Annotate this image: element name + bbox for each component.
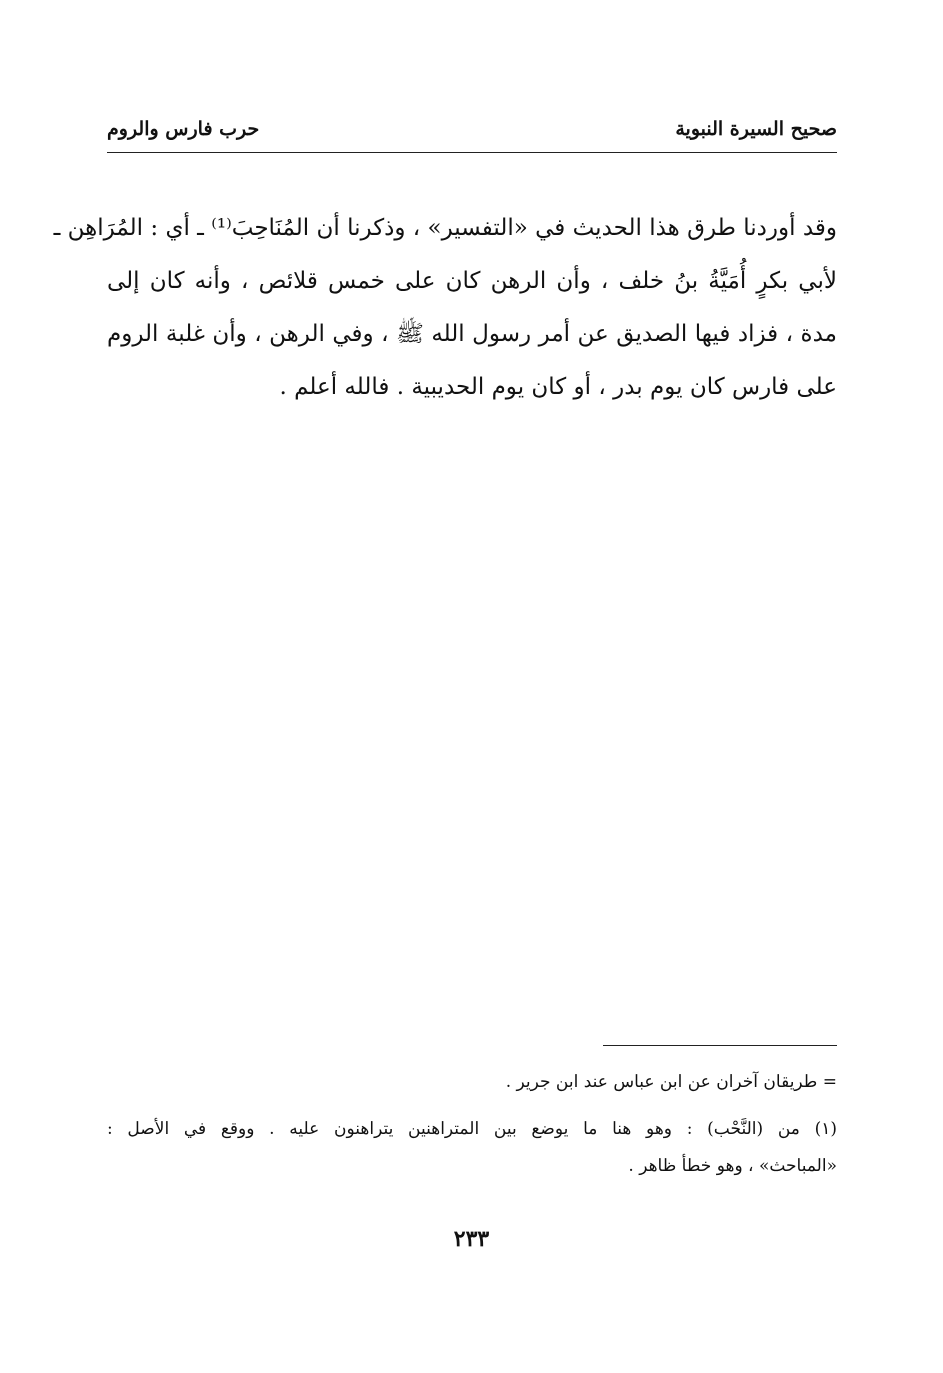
chapter-title: حرب فارس والروم [107,118,260,140]
body-line-4: على فارس كان يوم بدر ، أو كان يوم الحديبية . فالله أعلم . [279,374,837,400]
footnote-1-line-1: (١) من (النَّحْب) : وهو هنا ما يوضع بين المتراهنين يتراهنون عليه . ووقع في الأصل : [107,1119,837,1139]
footnote-continuation: = طريقان آخران عن ابن عباس عند ابن جرير . [505,1072,837,1092]
body-line-3: مدة ، فزاد فيها الصديق عن أمر رسول الله ﷺ ، وفي الرهن ، وأن غلبة الروم [107,321,837,347]
book-title: صحيح السيرة النبوية [675,118,837,140]
body-line-2: لأبي بكرٍ أُمَيَّةُ بنُ خلف ، وأن الرهن كان على خمس قلائص ، وأنه كان إلى [107,268,837,294]
page-number: ٢٣٣ [453,1226,490,1252]
footnote-1-line-2: «المباحث» ، وهو خطأ ظاهر . [628,1156,837,1176]
body-line-1: وقد أوردنا طرق هذا الحديث في «التفسير» ، وذكرنا أن المُنَاحِبَ⁽¹⁾ ـ أي : المُرَاهِن ـ [53,215,837,241]
body-text [53,202,837,414]
footnotes [107,1064,837,1185]
footnote-divider [603,1045,837,1046]
header-divider [107,152,837,153]
running-header [107,112,837,152]
